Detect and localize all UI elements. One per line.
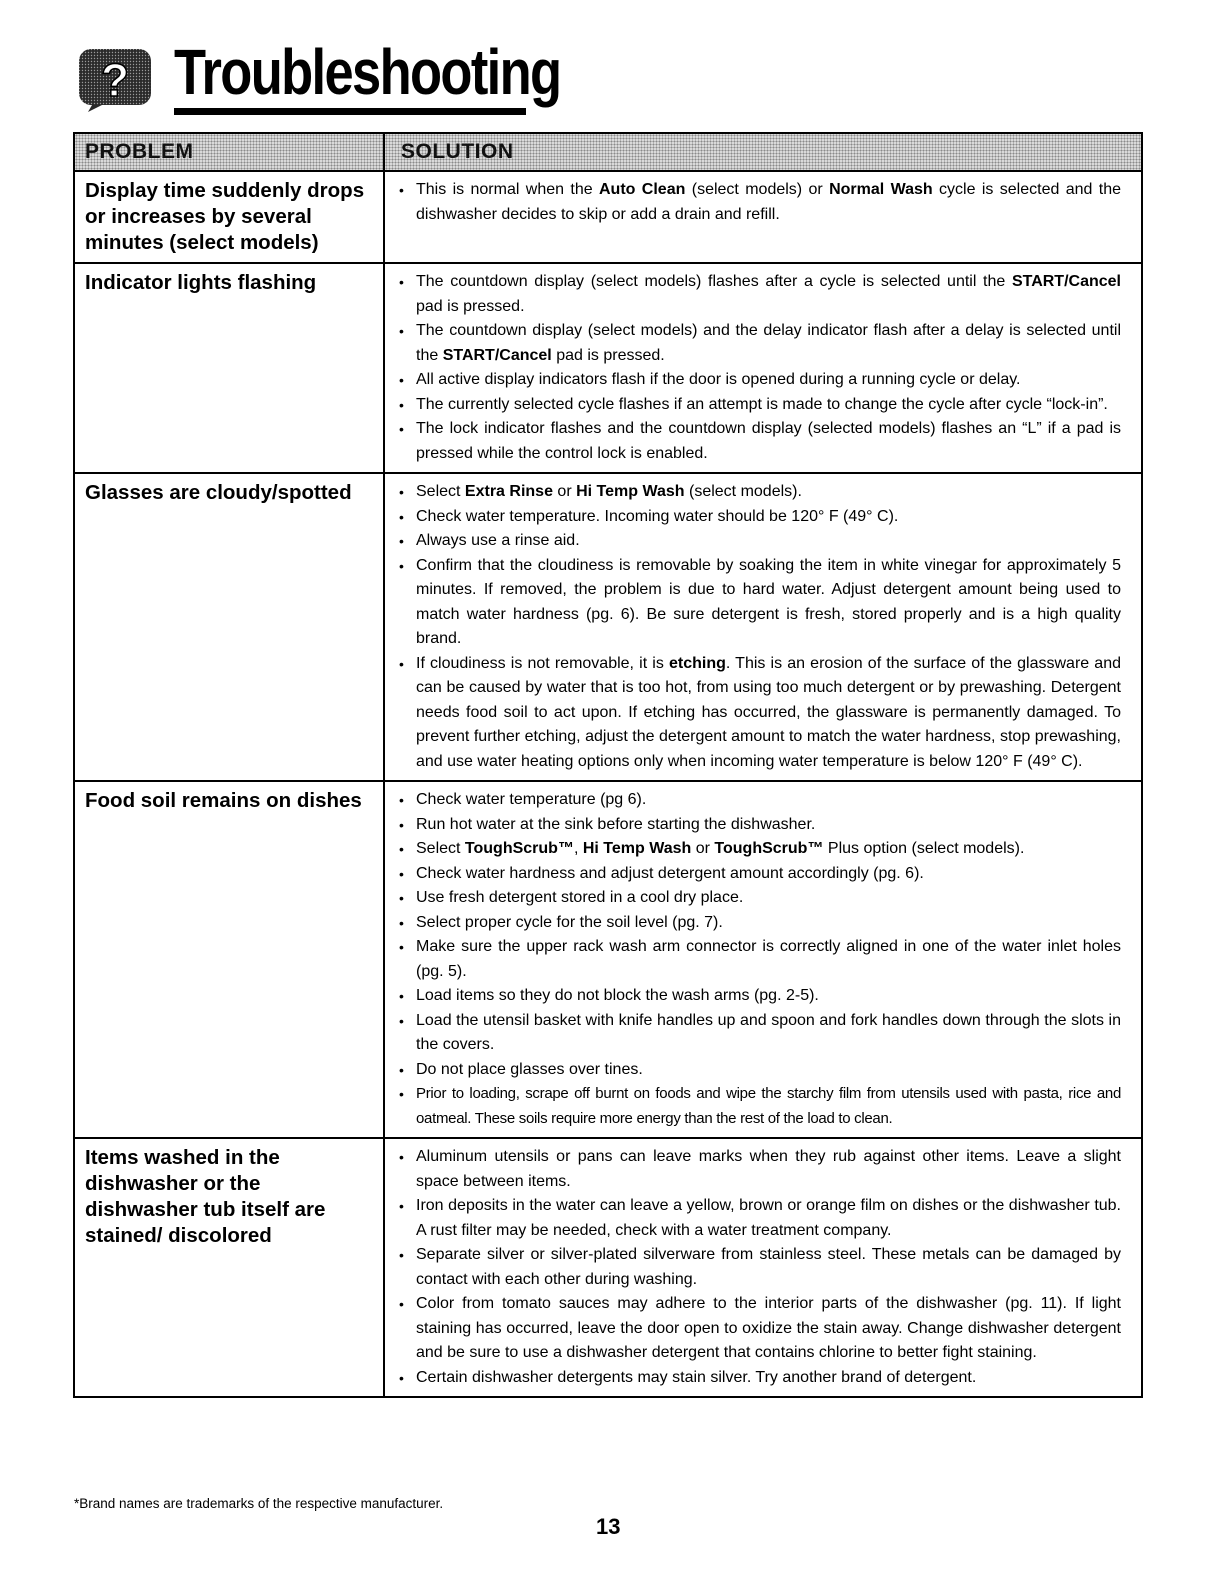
solution-item: • Use fresh detergent stored in a cool dry place. (399, 886, 1121, 911)
solution-item: • The currently selected cycle flashes if an attempt is made to change the cycle after cycle “lock-in”. (399, 393, 1121, 418)
table-row (75, 782, 1141, 1139)
table-row (75, 172, 1141, 264)
problem-cell: Glasses are cloudy/spotted (75, 474, 385, 780)
solution-list (399, 270, 1121, 466)
solution-item: • All active display indicators flash if the door is opened during a running cycle or delay. (399, 368, 1121, 393)
solution-item: • Certain dishwasher detergents may stain silver. Try another brand of detergent. (399, 1366, 1121, 1391)
solution-item: • Separate silver or silver-plated silverware from stainless steel. These metals can be damaged by contact with each other during washing. (399, 1243, 1121, 1292)
problem-cell: Display time suddenly drops or increases by several minutes (select models) (75, 172, 385, 262)
solution-item: • Always use a rinse aid. (399, 529, 1121, 554)
solution-item: • Make sure the upper rack wash arm connector is correctly aligned in one of the water inlet holes (pg. 5). (399, 935, 1121, 984)
troubleshooting-table (73, 132, 1143, 1398)
solution-list (399, 178, 1121, 227)
solution-item: • Do not place glasses over tines. (399, 1058, 1121, 1083)
solution-cell (385, 172, 1141, 262)
solution-list (399, 480, 1121, 774)
solution-item: • Iron deposits in the water can leave a yellow, brown or orange film on dishes or the dishwasher tub. A rust filter may be needed, check with a water treatment company. (399, 1194, 1121, 1243)
solution-list (399, 1145, 1121, 1390)
solution-item: • Select proper cycle for the soil level (pg. 7). (399, 911, 1121, 936)
page-header (78, 36, 561, 116)
problem-cell: Food soil remains on dishes (75, 782, 385, 1137)
solution-item: • Check water temperature (pg 6). (399, 788, 1121, 813)
solution-item: • This is normal when the Auto Clean (select models) or Normal Wash cycle is selected and the dishwasher decides to skip or add a drain and refill. (399, 178, 1121, 227)
column-header-solution-label: SOLUTION (401, 140, 514, 163)
solution-item: • Select ToughScrub™, Hi Temp Wash or ToughScrub™ Plus option (select models). (399, 837, 1121, 862)
solution-item: • Color from tomato sauces may adhere to the interior parts of the dishwasher (pg. 11). If light staining has occurred, leave the door open to oxidize the stain away. Change dishwasher detergent and be sure to use a dishwasher detergent that contains chlorine to better fight staining. (399, 1292, 1121, 1366)
column-header-problem (75, 134, 385, 170)
table-body (75, 172, 1141, 1396)
table-row (75, 474, 1141, 782)
solution-item: • Load items so they do not block the wash arms (pg. 2-5). (399, 984, 1121, 1009)
page-number: 13 (596, 1514, 621, 1539)
problem-cell: Items washed in the dishwasher or the dishwasher tub itself are stained/ discolored (75, 1139, 385, 1396)
column-header-solution (385, 134, 1141, 170)
solution-item: • Select Extra Rinse or Hi Temp Wash (select models). (399, 480, 1121, 505)
solution-item: • Check water hardness and adjust detergent amount accordingly (pg. 6). (399, 862, 1121, 887)
solution-item: • The countdown display (select models) flashes after a cycle is selected until the START/Cancel pad is pressed. (399, 270, 1121, 319)
solution-cell (385, 782, 1141, 1137)
page-title: Troubleshooting (174, 36, 561, 108)
solution-cell (385, 264, 1141, 472)
question-mark-icon (78, 48, 152, 112)
title-underline (174, 108, 526, 115)
solution-item: • The lock indicator flashes and the countdown display (selected models) flashes an “L” if a pad is pressed while the control lock is enabled. (399, 417, 1121, 466)
solution-cell (385, 474, 1141, 780)
table-row (75, 264, 1141, 474)
solution-item: • Confirm that the cloudiness is removable by soaking the item in white vinegar for approximately 5 minutes. If removed, the problem is due to hard water. Adjust detergent amount being used to match water hardness (pg. 6). Be sure detergent is fresh, stored properly and is a high quality brand. (399, 554, 1121, 652)
solution-list (399, 788, 1121, 1131)
solution-cell (385, 1139, 1141, 1396)
solution-item: • Load the utensil basket with knife handles up and spoon and fork handles down through the slots in the covers. (399, 1009, 1121, 1058)
solution-item: • Aluminum utensils or pans can leave marks when they rub against other items. Leave a slight space between items. (399, 1145, 1121, 1194)
solution-item: • Prior to loading, scrape off burnt on foods and wipe the starchy film from utensils used with pasta, rice and oatmeal. These soils require more energy than the rest of the load to clean. (399, 1082, 1121, 1131)
problem-cell: Indicator lights flashing (75, 264, 385, 472)
table-row (75, 1139, 1141, 1396)
footnote: *Brand names are trademarks of the respective manufacturer. (74, 1496, 444, 1511)
table-header-row (75, 134, 1141, 172)
solution-item: • Run hot water at the sink before starting the dishwasher. (399, 813, 1121, 838)
column-header-problem-label: PROBLEM (85, 140, 194, 163)
solution-item: • If cloudiness is not removable, it is etching. This is an erosion of the surface of the glassware and can be caused by water that is too hot, from using too much detergent or by prewashing. Detergent needs food soil to act upon. If etching has occurred, the glassware is permanently damaged. To prevent further etching, adjust the detergent amount to match the water hardness, stop prewashing, and use water heating options only when incoming water temperature is below 120° F (49° C). (399, 652, 1121, 775)
solution-item: • The countdown display (select models) and the delay indicator flash after a delay is selected until the START/Cancel pad is pressed. (399, 319, 1121, 368)
svg-text:?: ? (100, 54, 130, 106)
solution-item: • Check water temperature. Incoming water should be 120° F (49° C). (399, 505, 1121, 530)
